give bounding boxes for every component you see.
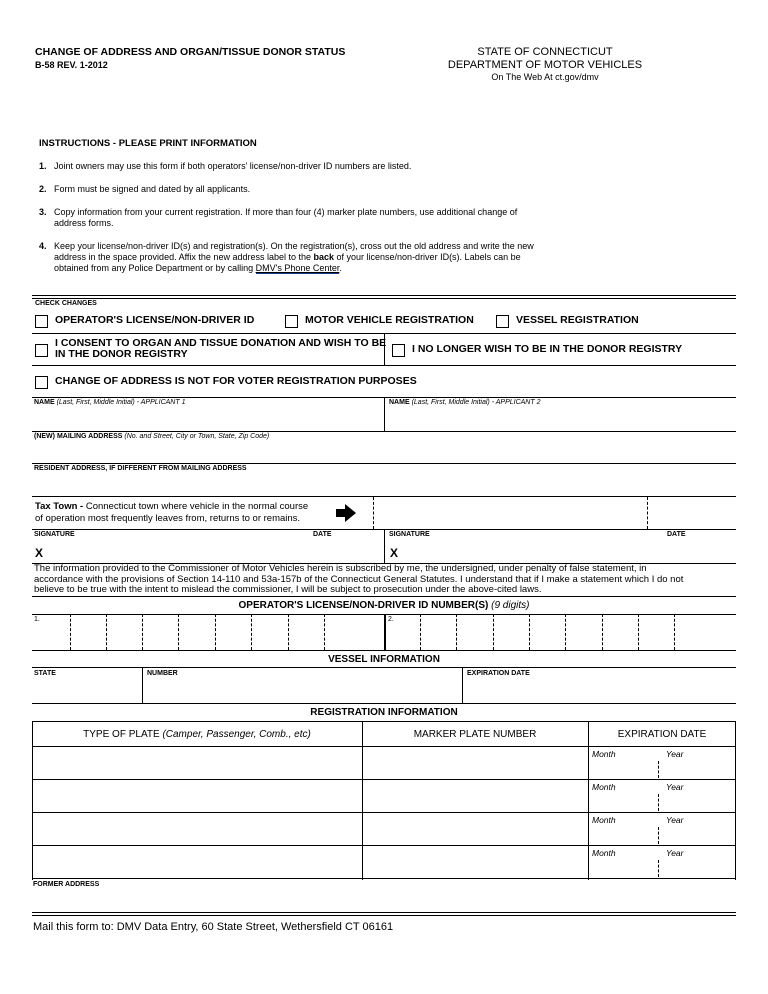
divider bbox=[32, 915, 736, 916]
state-name: STATE OF CONNECTICUT bbox=[477, 46, 613, 58]
tax-town-label: Tax Town - Connecticut town where vehicle in the normal course of operation most frequently leaves from, returns to or remains. bbox=[35, 501, 309, 524]
signature-1-field[interactable] bbox=[48, 540, 378, 562]
digit-separator bbox=[106, 614, 107, 650]
instruction-item: 2. Form must be signed and dated by all applicants. bbox=[39, 184, 251, 194]
divider bbox=[32, 463, 736, 464]
date-2-label: DATE bbox=[667, 531, 686, 538]
expiration-date-field[interactable] bbox=[590, 826, 734, 844]
mail-to-text: Mail this form to: DMV Data Entry, 60 State Street, Wethersfield CT 06161 bbox=[33, 921, 394, 933]
divider bbox=[142, 667, 143, 703]
marker-plate-field[interactable] bbox=[363, 747, 587, 778]
department-name: DEPARTMENT OF MOTOR VEHICLES bbox=[447, 59, 643, 71]
resident-address-label: RESIDENT ADDRESS, IF DIFFERENT FROM MAILING ADDRESS bbox=[34, 465, 247, 472]
digit-separator bbox=[456, 614, 457, 650]
plate-type-field[interactable] bbox=[33, 846, 361, 877]
motor-vehicle-label: MOTOR VEHICLE REGISTRATION bbox=[305, 314, 474, 326]
divider bbox=[32, 721, 736, 722]
voter-registration-label: CHANGE OF ADDRESS IS NOT FOR VOTER REGISTRATION PURPOSES bbox=[55, 375, 417, 387]
digit-separator bbox=[674, 614, 675, 650]
marker-plate-header: MARKER PLATE NUMBER bbox=[413, 729, 537, 740]
name-applicant-2-label: NAME (Last, First, Middle Initial) - APPLICANT 2 bbox=[389, 399, 541, 406]
license-numbers-title: OPERATOR'S LICENSE/NON-DRIVER ID NUMBER(S) (9 digits) bbox=[238, 600, 530, 611]
month-label: Month bbox=[592, 815, 616, 825]
marker-plate-field[interactable] bbox=[363, 813, 587, 844]
digit-separator bbox=[565, 614, 566, 650]
digit-separator bbox=[602, 614, 603, 650]
no-longer-donor-label: I NO LONGER WISH TO BE IN THE DONOR REGISTRY bbox=[412, 343, 683, 355]
digit-separator bbox=[324, 614, 325, 650]
digit-separator bbox=[288, 614, 289, 650]
no-longer-donor-checkbox[interactable] bbox=[392, 344, 405, 357]
divider bbox=[462, 667, 463, 703]
name-applicant-1-label: NAME (Last, First, Middle Initial) - APPLICANT 1 bbox=[34, 399, 186, 406]
operators-license-checkbox[interactable] bbox=[35, 315, 48, 328]
certification-text: The information provided to the Commissioner of Motor Vehicles herein is subscribed by me, the undersigned, under penalty of false statement, in accordance with the provisions of Section 14-110 and 53a-157b of the Connecticut General Statutes. I understand that if I make a statement which I do not believe to be true with the intent to mislead the commissioner, I will be subject to prosecution under the above-cited laws. bbox=[34, 563, 684, 595]
divider bbox=[32, 667, 736, 668]
vessel-state-field[interactable] bbox=[33, 679, 141, 702]
marker-plate-field[interactable] bbox=[363, 846, 587, 877]
year-label: Year bbox=[666, 815, 684, 825]
month-label: Month bbox=[592, 782, 616, 792]
divider bbox=[32, 703, 736, 704]
expiration-date-field[interactable] bbox=[590, 793, 734, 811]
voter-registration-checkbox[interactable] bbox=[35, 376, 48, 389]
digit-separator bbox=[142, 614, 143, 650]
date-1-label: DATE bbox=[313, 531, 332, 538]
name-applicant-2-field[interactable] bbox=[386, 408, 735, 430]
digit-separator bbox=[215, 614, 216, 650]
divider bbox=[735, 721, 736, 880]
organ-donor-consent-checkbox[interactable] bbox=[35, 344, 48, 357]
divider bbox=[32, 878, 736, 879]
divider bbox=[32, 912, 736, 913]
divider bbox=[647, 497, 648, 529]
year-label: Year bbox=[666, 782, 684, 792]
vessel-expiration-field[interactable] bbox=[464, 679, 735, 702]
vessel-expiration-label: EXPIRATION DATE bbox=[467, 670, 530, 677]
digit-separator bbox=[493, 614, 494, 650]
signature-2-label: SIGNATURE bbox=[389, 531, 430, 538]
instructions-title: INSTRUCTIONS - PLEASE PRINT INFORMATION bbox=[39, 138, 257, 149]
vessel-registration-checkbox[interactable] bbox=[496, 315, 509, 328]
instruction-item: 1. Joint owners may use this form if both operators' license/non-driver ID numbers are listed. bbox=[39, 161, 412, 171]
month-label: Month bbox=[592, 749, 616, 759]
vessel-info-title: VESSEL INFORMATION bbox=[328, 654, 440, 665]
mailing-address-field[interactable] bbox=[33, 442, 735, 462]
instruction-item: 4. Keep your license/non-driver ID(s) and registration(s). On the registration(s), cross out the old address and write the new address in the space provided. Affix the new address label to the back of your license/non-driver ID(s). Labels can be obtained from any Police Department or by calling DMV's Phone Center. bbox=[39, 241, 534, 273]
year-label: Year bbox=[666, 848, 684, 858]
license-number-2-label: 2. bbox=[388, 616, 394, 623]
digit-separator bbox=[251, 614, 252, 650]
phone-center-link[interactable]: DMV's Phone Center bbox=[255, 263, 340, 273]
month-label: Month bbox=[592, 848, 616, 858]
digit-separator bbox=[420, 614, 421, 650]
divider bbox=[32, 431, 736, 432]
plate-type-field[interactable] bbox=[33, 747, 361, 778]
resident-address-field[interactable] bbox=[33, 474, 735, 494]
divider bbox=[588, 721, 589, 880]
plate-type-header: TYPE OF PLATE (Camper, Passenger, Comb., etc) bbox=[83, 729, 311, 740]
divider bbox=[32, 496, 736, 497]
divider bbox=[32, 596, 736, 597]
website: On The Web At ct.gov/dmv bbox=[491, 72, 599, 82]
divider bbox=[373, 497, 374, 529]
mailing-address-label: (NEW) MAILING ADDRESS (No. and Street, City or Town, State, Zip Code) bbox=[34, 433, 270, 440]
former-address-label: FORMER ADDRESS bbox=[33, 881, 100, 888]
form-title: CHANGE OF ADDRESS AND ORGAN/TISSUE DONOR STATUS bbox=[35, 46, 346, 58]
signature-2-x: X bbox=[390, 546, 399, 560]
operators-license-label: OPERATOR'S LICENSE/NON-DRIVER ID bbox=[55, 314, 255, 326]
marker-plate-field[interactable] bbox=[363, 780, 587, 811]
plate-type-field[interactable] bbox=[33, 780, 361, 811]
name-applicant-1-field[interactable] bbox=[33, 408, 383, 430]
tax-town-field[interactable] bbox=[376, 498, 646, 528]
divider bbox=[32, 365, 736, 366]
former-address-field[interactable] bbox=[33, 890, 735, 910]
instruction-item: 3. Copy information from your current registration. If more than four (4) marker plate numbers, use additional change of address forms. bbox=[39, 207, 518, 228]
digit-separator bbox=[529, 614, 530, 650]
divider bbox=[32, 298, 736, 299]
check-changes-label: CHECK CHANGES bbox=[35, 300, 97, 307]
organ-donor-consent-label: I CONSENT TO ORGAN AND TISSUE DONATION AND WISH TO BE IN THE DONOR REGISTRY bbox=[55, 337, 387, 360]
year-label: Year bbox=[666, 749, 684, 759]
plate-type-field[interactable] bbox=[33, 813, 361, 844]
expiration-date-field[interactable] bbox=[590, 859, 734, 877]
signature-1-label: SIGNATURE bbox=[34, 531, 75, 538]
motor-vehicle-checkbox[interactable] bbox=[285, 315, 298, 328]
divider bbox=[384, 614, 386, 650]
license-number-1-label: 1. bbox=[34, 616, 40, 623]
vessel-state-label: STATE bbox=[34, 670, 56, 677]
signature-2-field[interactable] bbox=[403, 540, 733, 562]
divider bbox=[384, 529, 385, 563]
divider bbox=[384, 334, 385, 365]
digit-separator bbox=[178, 614, 179, 650]
digit-separator bbox=[70, 614, 71, 650]
vessel-number-label: NUMBER bbox=[147, 670, 178, 677]
digit-separator bbox=[638, 614, 639, 650]
vessel-registration-label: VESSEL REGISTRATION bbox=[516, 314, 639, 326]
arrow-right-icon bbox=[335, 503, 357, 523]
expiration-date-field[interactable] bbox=[590, 760, 734, 778]
divider bbox=[384, 397, 385, 431]
expiration-date-header: EXPIRATION DATE bbox=[617, 729, 707, 740]
divider bbox=[32, 650, 736, 651]
divider bbox=[32, 295, 736, 296]
registration-info-title: REGISTRATION INFORMATION bbox=[310, 707, 458, 718]
vessel-number-field[interactable] bbox=[144, 679, 461, 702]
form-number: B-58 REV. 1-2012 bbox=[35, 60, 108, 70]
signature-1-x: X bbox=[35, 546, 44, 560]
